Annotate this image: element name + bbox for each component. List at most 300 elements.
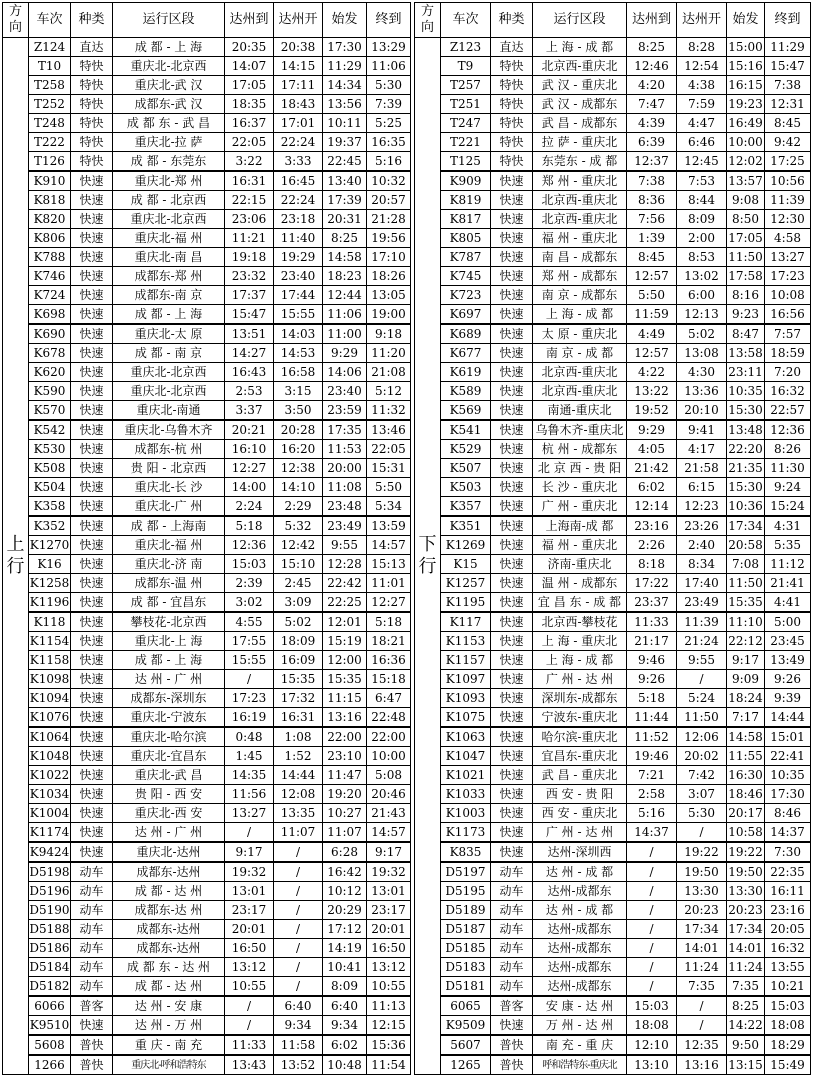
train-row (415, 996, 811, 1016)
train-type: 快速 (71, 708, 113, 728)
train-no: K835 (441, 842, 491, 862)
depart-time: 5:32 (274, 516, 323, 536)
train-type: 快速 (71, 305, 113, 325)
depart-time: / (274, 977, 323, 997)
train-no: K15 (441, 555, 491, 574)
route: 重庆北-拉 萨 (113, 133, 225, 152)
route: 郑 州 - 重庆北 (533, 171, 627, 191)
train-type: 特快 (71, 57, 113, 76)
depart-time: 8:28 (677, 38, 727, 57)
origin-depart-time: 22:00 (323, 727, 367, 747)
route: 重庆北-长 沙 (113, 478, 225, 497)
origin-depart-time: 14:58 (727, 727, 765, 747)
train-no: K16 (29, 555, 71, 574)
arrive-time: 11:56 (225, 785, 274, 804)
origin-depart-time: 13:30 (727, 882, 765, 901)
route: 福 州 - 重庆北 (533, 229, 627, 248)
route: 上 海 - 成 都 (533, 38, 627, 57)
depart-time: 1:08 (274, 727, 323, 747)
route: 济南-重庆北 (533, 555, 627, 574)
header-terminal-arrive: 终到 (367, 3, 411, 38)
origin-depart-time: 14:06 (323, 363, 367, 382)
origin-depart-time: 11:29 (323, 57, 367, 76)
train-row (415, 958, 811, 977)
train-no: 6065 (441, 996, 491, 1016)
down-direction-table (414, 2, 811, 1075)
terminal-arrive-time: 15:01 (765, 727, 811, 747)
origin-depart-time: 10:58 (727, 823, 765, 843)
origin-depart-time: 15:00 (727, 38, 765, 57)
arrive-time: 9:26 (627, 670, 677, 689)
train-type: 快速 (491, 1016, 533, 1036)
train-row (415, 862, 811, 882)
origin-depart-time: 20:58 (727, 536, 765, 555)
train-row (415, 785, 811, 804)
train-no: T10 (29, 57, 71, 76)
train-no: K1196 (29, 593, 71, 613)
terminal-arrive-time: 7:20 (765, 363, 811, 382)
arrive-time: 17:05 (225, 76, 274, 95)
header-train-no: 车次 (441, 3, 491, 38)
route: 郑 州 - 成都东 (533, 267, 627, 286)
train-no: K690 (29, 324, 71, 344)
train-row (3, 171, 411, 191)
train-no: D5198 (29, 862, 71, 882)
train-no: K1003 (441, 804, 491, 823)
terminal-arrive-time: 15:13 (367, 555, 411, 574)
arrive-time: 5:50 (627, 286, 677, 305)
train-no: K9510 (29, 1016, 71, 1036)
origin-depart-time: 22:20 (727, 440, 765, 459)
train-row (3, 420, 411, 440)
depart-time: 9:34 (274, 1016, 323, 1036)
route: 成 都 - 达 州 (113, 882, 225, 901)
origin-depart-time: 11:47 (323, 766, 367, 785)
train-type: 快速 (491, 708, 533, 728)
origin-depart-time: 16:49 (727, 114, 765, 133)
terminal-arrive-time: 4:41 (765, 593, 811, 613)
origin-depart-time: 7:08 (727, 555, 765, 574)
origin-depart-time: 14:58 (323, 248, 367, 267)
origin-depart-time: 18:23 (323, 267, 367, 286)
terminal-arrive-time: 20:05 (765, 920, 811, 939)
terminal-arrive-time: 18:21 (367, 632, 411, 651)
origin-depart-time: 19:22 (727, 842, 765, 862)
train-type: 动车 (491, 901, 533, 920)
train-row (415, 651, 811, 670)
train-type: 快速 (71, 785, 113, 804)
route: 长 沙 - 重庆北 (533, 478, 627, 497)
terminal-arrive-time: 18:29 (765, 1035, 811, 1055)
route: 重庆北-郑 州 (113, 171, 225, 191)
terminal-arrive-time: 8:26 (765, 440, 811, 459)
depart-time: 6:15 (677, 478, 727, 497)
origin-depart-time: 12:01 (323, 612, 367, 632)
origin-depart-time: 9:17 (727, 651, 765, 670)
depart-time: 18:43 (274, 95, 323, 114)
train-row (3, 670, 411, 689)
terminal-arrive-time: 5:35 (765, 536, 811, 555)
train-row (415, 766, 811, 785)
train-row (3, 555, 411, 574)
train-type: 快速 (71, 286, 113, 305)
train-type: 快速 (71, 229, 113, 248)
depart-time: 20:28 (274, 420, 323, 440)
terminal-arrive-time: 16:11 (765, 882, 811, 901)
arrive-time: 19:18 (225, 248, 274, 267)
train-row (415, 1055, 811, 1075)
arrive-time: / (627, 862, 677, 882)
depart-time: 18:09 (274, 632, 323, 651)
route: 达州-深圳西 (533, 842, 627, 862)
train-type: 快速 (71, 459, 113, 478)
origin-depart-time: 12:28 (323, 555, 367, 574)
depart-time: / (274, 882, 323, 901)
train-row (415, 536, 811, 555)
route: 成都东-南 京 (113, 286, 225, 305)
route: 武 汉 - 重庆北 (533, 76, 627, 95)
train-no: K1075 (441, 708, 491, 728)
terminal-arrive-time: 5:50 (367, 478, 411, 497)
train-row (415, 708, 811, 728)
depart-time: 19:29 (274, 248, 323, 267)
train-type: 快速 (491, 632, 533, 651)
terminal-arrive-time: 5:18 (367, 612, 411, 632)
arrive-time: / (627, 901, 677, 920)
train-row (3, 747, 411, 766)
header-depart: 达州开 (677, 3, 727, 38)
arrive-time: 5:18 (225, 516, 274, 536)
arrive-time: 3:22 (225, 152, 274, 172)
terminal-arrive-time: 23:16 (765, 901, 811, 920)
route: 成 都 - 上 海 (113, 651, 225, 670)
train-row (415, 516, 811, 536)
route: 达州-成都东 (533, 939, 627, 958)
origin-depart-time: 11:50 (727, 574, 765, 593)
train-row (415, 689, 811, 708)
train-row (3, 766, 411, 785)
train-row (3, 114, 411, 133)
arrive-time: 13:01 (225, 882, 274, 901)
terminal-arrive-time: 17:23 (765, 267, 811, 286)
train-no: D5184 (29, 958, 71, 977)
depart-time: / (274, 901, 323, 920)
depart-time: 15:10 (274, 555, 323, 574)
route: 杭 州 - 成都东 (533, 440, 627, 459)
terminal-arrive-time: 16:56 (765, 305, 811, 325)
origin-depart-time: 17:30 (323, 38, 367, 57)
train-row (415, 191, 811, 210)
route: 成都东-达 州 (113, 901, 225, 920)
train-type: 直达 (71, 38, 113, 57)
train-no: 1265 (441, 1055, 491, 1075)
route: 攀枝花-北京西 (113, 612, 225, 632)
origin-depart-time: 20:31 (323, 210, 367, 229)
terminal-arrive-time: 22:41 (765, 747, 811, 766)
terminal-arrive-time: 22:35 (765, 862, 811, 882)
terminal-arrive-time: 19:32 (367, 862, 411, 882)
route: 成都东-杭 州 (113, 440, 225, 459)
origin-depart-time: 14:01 (727, 939, 765, 958)
depart-time: 23:18 (274, 210, 323, 229)
train-no: D5181 (441, 977, 491, 997)
route: 成都东-武 汉 (113, 95, 225, 114)
train-row (415, 114, 811, 133)
arrive-time: 13:12 (225, 958, 274, 977)
terminal-arrive-time: 14:37 (765, 823, 811, 843)
origin-depart-time: 10:11 (323, 114, 367, 133)
train-row (3, 95, 411, 114)
depart-time: / (274, 842, 323, 862)
train-no: K1157 (441, 651, 491, 670)
depart-time: / (274, 939, 323, 958)
depart-time: 12:38 (274, 459, 323, 478)
terminal-arrive-time: 20:46 (367, 785, 411, 804)
terminal-arrive-time: 22:48 (367, 708, 411, 728)
arrive-time: 22:05 (225, 133, 274, 152)
terminal-arrive-time: 16:50 (367, 939, 411, 958)
origin-depart-time: 11:53 (323, 440, 367, 459)
train-row (3, 958, 411, 977)
arrive-time: / (627, 920, 677, 939)
route: 达 州 - 成 都 (533, 862, 627, 882)
train-type: 动车 (71, 939, 113, 958)
train-type: 快速 (71, 191, 113, 210)
train-type: 快速 (491, 516, 533, 536)
train-row (3, 862, 411, 882)
origin-depart-time: 11:55 (727, 747, 765, 766)
route: 福 州 - 重庆北 (533, 536, 627, 555)
route: 贵 阳 - 西 安 (113, 785, 225, 804)
train-row (3, 210, 411, 229)
route: 西 安 - 重庆北 (533, 804, 627, 823)
terminal-arrive-time: 7:30 (765, 842, 811, 862)
origin-depart-time: 13:48 (727, 420, 765, 440)
arrive-time: 14:00 (225, 478, 274, 497)
train-no: D5188 (29, 920, 71, 939)
arrive-time: 18:35 (225, 95, 274, 114)
depart-time: 3:07 (677, 785, 727, 804)
train-type: 普客 (491, 996, 533, 1016)
route: 成 都 - 上 海 (113, 305, 225, 325)
train-type: 普快 (491, 1035, 533, 1055)
train-no: T9 (441, 57, 491, 76)
terminal-arrive-time: 5:34 (367, 497, 411, 517)
train-row (3, 497, 411, 517)
terminal-arrive-time: 18:59 (765, 344, 811, 363)
train-no: K541 (441, 420, 491, 440)
train-no: T252 (29, 95, 71, 114)
train-no: D5187 (441, 920, 491, 939)
terminal-arrive-time: 21:28 (367, 210, 411, 229)
route: 重庆北-西 安 (113, 804, 225, 823)
route: 成 都 东 - 武 昌 (113, 114, 225, 133)
terminal-arrive-time: 10:08 (765, 286, 811, 305)
train-row (3, 977, 411, 997)
terminal-arrive-time: 11:12 (765, 555, 811, 574)
train-type: 快速 (71, 632, 113, 651)
route: 太 原 - 重庆北 (533, 324, 627, 344)
origin-depart-time: 19:37 (323, 133, 367, 152)
depart-time: 4:30 (677, 363, 727, 382)
route: 北 京 西 - 贵 阳 (533, 459, 627, 478)
terminal-arrive-time: 7:39 (367, 95, 411, 114)
origin-depart-time: 15:19 (323, 632, 367, 651)
route: 成 都 东 - 达 州 (113, 958, 225, 977)
train-row (3, 1016, 411, 1036)
train-no: K1063 (441, 727, 491, 747)
origin-depart-time: 10:00 (727, 133, 765, 152)
depart-time: 2:00 (677, 229, 727, 248)
train-type: 快速 (71, 804, 113, 823)
terminal-arrive-time: 11:30 (765, 459, 811, 478)
origin-depart-time: 20:29 (323, 901, 367, 920)
train-type: 快速 (71, 747, 113, 766)
origin-depart-time: 16:15 (727, 76, 765, 95)
arrive-time: 7:56 (627, 210, 677, 229)
train-type: 动车 (491, 882, 533, 901)
depart-time: 5:24 (677, 689, 727, 708)
train-type: 直达 (491, 38, 533, 57)
terminal-arrive-time: 13:55 (765, 958, 811, 977)
header-arrive: 达州到 (627, 3, 677, 38)
route: 成都东-郑 州 (113, 267, 225, 286)
header-route: 运行区段 (113, 3, 225, 38)
origin-depart-time: 11:08 (323, 478, 367, 497)
train-type: 快速 (491, 478, 533, 497)
arrive-time: 2:58 (627, 785, 677, 804)
depart-time: 20:10 (677, 401, 727, 421)
route: 深圳东-成都东 (533, 689, 627, 708)
route: 广 州 - 达 州 (533, 823, 627, 843)
route: 万 州 - 达 州 (533, 1016, 627, 1036)
train-row (3, 516, 411, 536)
terminal-arrive-time: 18:26 (367, 267, 411, 286)
header-row (415, 3, 811, 38)
train-row (415, 344, 811, 363)
route: 贵 阳 - 北京西 (113, 459, 225, 478)
terminal-arrive-time: 16:36 (367, 651, 411, 670)
route: 成 都 - 上 海 (113, 38, 225, 57)
origin-depart-time: 8:50 (727, 210, 765, 229)
train-row (415, 670, 811, 689)
train-type: 特快 (491, 76, 533, 95)
arrive-time: 11:33 (225, 1035, 274, 1055)
train-row (3, 593, 411, 613)
terminal-arrive-time: 18:08 (765, 1016, 811, 1036)
route: 成都东-达州 (113, 862, 225, 882)
arrive-time: 23:32 (225, 267, 274, 286)
arrive-time: 12:36 (225, 536, 274, 555)
origin-depart-time: 17:58 (727, 267, 765, 286)
depart-time: 17:40 (677, 574, 727, 593)
train-no: K745 (441, 267, 491, 286)
train-row (415, 401, 811, 421)
train-no: K118 (29, 612, 71, 632)
origin-depart-time: 9:50 (727, 1035, 765, 1055)
train-type: 快速 (71, 401, 113, 421)
arrive-time: 11:52 (627, 727, 677, 747)
depart-time: 21:58 (677, 459, 727, 478)
train-row (3, 382, 411, 401)
arrive-time: 19:32 (225, 862, 274, 882)
route: 上 海 - 成 都 (533, 305, 627, 325)
train-no: K1033 (441, 785, 491, 804)
arrive-time: 2:39 (225, 574, 274, 593)
depart-time: 17:11 (274, 76, 323, 95)
depart-time: 14:03 (274, 324, 323, 344)
arrive-time: / (627, 977, 677, 997)
origin-depart-time: 22:25 (323, 593, 367, 613)
train-no: K619 (441, 363, 491, 382)
arrive-time: 11:44 (627, 708, 677, 728)
terminal-arrive-time: 11:20 (367, 344, 411, 363)
terminal-arrive-time: 9:42 (765, 133, 811, 152)
origin-depart-time: 14:34 (323, 76, 367, 95)
train-row (415, 920, 811, 939)
train-no: K746 (29, 267, 71, 286)
origin-depart-time: 13:56 (323, 95, 367, 114)
arrive-time: 16:37 (225, 114, 274, 133)
route: 达州-成都东 (533, 958, 627, 977)
origin-depart-time: 11:06 (323, 305, 367, 325)
arrive-time: 7:47 (627, 95, 677, 114)
train-type: 快速 (71, 842, 113, 862)
depart-time: 15:55 (274, 305, 323, 325)
arrive-time: 16:43 (225, 363, 274, 382)
terminal-arrive-time: 5:12 (367, 382, 411, 401)
train-row (3, 459, 411, 478)
header-train-type: 种类 (491, 3, 533, 38)
train-row (3, 191, 411, 210)
train-row (3, 882, 411, 901)
route: 成都东-达州 (113, 920, 225, 939)
origin-depart-time: 9:23 (727, 305, 765, 325)
arrive-time: 4:55 (225, 612, 274, 632)
route: 南 充 - 重 庆 (533, 1035, 627, 1055)
train-type: 快速 (491, 842, 533, 862)
train-no: K530 (29, 440, 71, 459)
origin-depart-time: 12:00 (323, 651, 367, 670)
train-row (3, 248, 411, 267)
depart-time: 16:31 (274, 708, 323, 728)
terminal-arrive-time: 20:57 (367, 191, 411, 210)
train-no: K1048 (29, 747, 71, 766)
origin-depart-time: 12:02 (727, 152, 765, 172)
route: 武 昌 - 成都东 (533, 114, 627, 133)
train-no: K570 (29, 401, 71, 421)
terminal-arrive-time: 21:08 (367, 363, 411, 382)
depart-time: 20:38 (274, 38, 323, 57)
route: 重庆北-南 昌 (113, 248, 225, 267)
train-row (415, 286, 811, 305)
train-row (3, 574, 411, 593)
train-row (415, 305, 811, 325)
train-type: 普客 (71, 996, 113, 1016)
arrive-time: 20:35 (225, 38, 274, 57)
train-type: 快速 (491, 229, 533, 248)
terminal-arrive-time: 23:45 (765, 632, 811, 651)
train-type: 快速 (71, 593, 113, 613)
route: 达州-成都东 (533, 977, 627, 997)
train-row (415, 57, 811, 76)
terminal-arrive-time: 13:01 (367, 882, 411, 901)
origin-depart-time: 23:10 (323, 747, 367, 766)
terminal-arrive-time: 16:32 (765, 939, 811, 958)
depart-time: 8:44 (677, 191, 727, 210)
train-no: K817 (441, 210, 491, 229)
train-type: 快速 (491, 574, 533, 593)
